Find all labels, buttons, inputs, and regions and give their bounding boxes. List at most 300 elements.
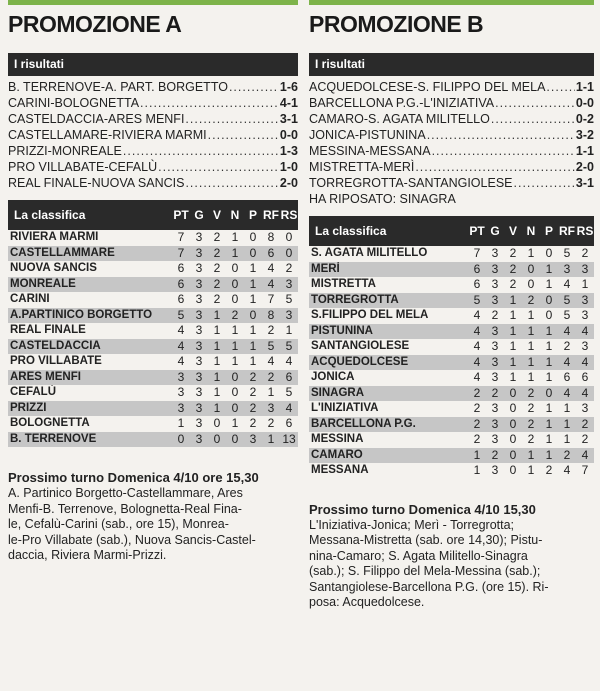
team-name: MESSANA <box>311 464 369 476</box>
match-score: 1-1 <box>575 80 594 94</box>
team-name: RIVIERA MARMI <box>10 231 99 243</box>
stat-cell: 0 <box>545 385 553 400</box>
table-row <box>309 386 594 402</box>
stat-cell: 6 <box>563 370 571 384</box>
stat-cell: 2 <box>581 246 589 260</box>
league-title: PROMOZIONE B <box>309 11 484 37</box>
stat-cell: 2 <box>509 277 517 291</box>
stat-cell: 2 <box>213 230 221 244</box>
stat-cell: 1 <box>545 323 553 338</box>
stat-cell: 1 <box>231 230 239 244</box>
table-row <box>8 292 298 308</box>
match-name: JONICA-PISTUNINA <box>309 128 426 142</box>
leader-dots <box>427 127 575 143</box>
stat-cell: 1 <box>473 463 481 477</box>
stat-cell: 3 <box>195 416 203 430</box>
team-name: CARINI <box>10 293 50 305</box>
stat-cell: 5 <box>285 292 293 306</box>
stat-cell: 3 <box>267 400 275 415</box>
match-score: 0-2 <box>575 112 594 126</box>
leader-dots <box>491 111 575 127</box>
stat-cell: 1 <box>267 431 275 446</box>
team-name: NUOVA SANCIS <box>10 262 97 274</box>
stat-cell: 0 <box>231 431 239 446</box>
stat-cell: 1 <box>249 261 257 275</box>
result-row <box>309 127 594 143</box>
fixture-line: daccia, Riviera Marmi-Prizzi. <box>8 548 167 562</box>
team-name: MESSINA <box>311 433 364 445</box>
team-name: CASTELLAMMARE <box>10 246 115 259</box>
match-score: 3-1 <box>279 112 298 126</box>
table-row <box>309 246 594 262</box>
stat-cell: 3 <box>491 339 499 353</box>
team-name: ARES MENFI <box>10 370 81 383</box>
result-row <box>8 175 298 191</box>
table-row <box>8 385 298 401</box>
stat-cell: 3 <box>195 338 203 353</box>
column-header: RF <box>263 208 279 222</box>
standings-rows <box>309 246 594 479</box>
stat-cell: 2 <box>527 432 535 446</box>
stat-cell: 3 <box>581 339 589 353</box>
stat-cell: 1 <box>267 385 275 399</box>
match-score: 0-0 <box>575 96 594 110</box>
result-row <box>309 79 594 95</box>
table-row <box>8 261 298 277</box>
standings-header <box>309 216 594 246</box>
stat-cell: 1 <box>527 246 535 260</box>
leader-dots <box>158 159 279 175</box>
stat-cell: 1 <box>285 323 293 337</box>
column-header: V <box>212 208 221 222</box>
stat-cell: 2 <box>527 416 535 431</box>
stat-cell: 3 <box>491 401 499 415</box>
stat-cell: 3 <box>195 431 203 446</box>
stat-cell: 4 <box>177 338 185 353</box>
stat-cell: 1 <box>213 369 221 384</box>
stat-cell: 4 <box>267 354 275 368</box>
stat-cell: 1 <box>231 416 239 430</box>
stat-cell: 0 <box>177 431 185 446</box>
match-name: ACQUEDOLCESE-S. FILIPPO DEL MELA <box>309 80 546 94</box>
stat-cell: 3 <box>195 323 203 337</box>
stat-cell: 1 <box>249 338 257 353</box>
team-name: B. TERRENOVE <box>10 432 97 445</box>
stat-cell: 4 <box>581 354 589 369</box>
stat-cell: 1 <box>509 354 517 369</box>
table-row <box>309 262 594 278</box>
column-header: P <box>248 208 257 222</box>
stat-cell: 2 <box>491 308 499 322</box>
stat-cell: 4 <box>581 385 589 400</box>
stat-cell: 0 <box>545 246 553 260</box>
stat-cell: 1 <box>213 307 221 322</box>
stat-cell: 4 <box>563 277 571 291</box>
table-row <box>309 293 594 309</box>
stat-cell: 3 <box>491 463 499 477</box>
stat-cell: 3 <box>491 277 499 291</box>
next-round-title: Prossimo turno Domenica 4/10 ore 15,30 <box>8 470 259 485</box>
team-name: CAMARO <box>311 448 363 461</box>
match-name: MESSINA-MESSANA <box>309 144 431 158</box>
stat-cell: 8 <box>267 230 275 244</box>
stat-cell: 1 <box>509 292 517 307</box>
leader-dots <box>140 95 279 111</box>
stat-cell: 1 <box>527 323 535 338</box>
team-name: PISTUNINA <box>311 324 373 337</box>
stat-cell: 1 <box>509 339 517 353</box>
table-row <box>8 432 298 448</box>
stat-cell: 3 <box>491 323 499 338</box>
stat-cell: 2 <box>213 245 221 260</box>
stat-cell: 6 <box>285 369 293 384</box>
leader-dots <box>514 175 575 191</box>
stat-cell: 0 <box>509 432 517 446</box>
stat-cell: 3 <box>581 308 589 322</box>
stat-cell: 4 <box>563 385 571 400</box>
match-name: CASTELDACCIA-ARES MENFI <box>8 112 185 126</box>
stat-cell: 6 <box>177 261 185 275</box>
stat-cell: 2 <box>249 416 257 430</box>
match-name: PRO VILLABATE-CEFALÙ <box>8 160 158 174</box>
stat-cell: 0 <box>231 369 239 384</box>
section-accent-bar <box>8 0 298 5</box>
stat-cell: 0 <box>249 245 257 260</box>
table-row <box>309 370 594 386</box>
stat-cell: 6 <box>267 245 275 260</box>
leader-dots <box>185 111 279 127</box>
stat-cell: 8 <box>267 307 275 322</box>
match-name: PRIZZI-MONREALE <box>8 144 122 158</box>
stat-cell: 0 <box>545 308 553 322</box>
match-score: 1-3 <box>279 144 298 158</box>
stat-cell: 1 <box>563 432 571 446</box>
result-row <box>309 159 594 175</box>
fixture-line: A. Partinico Borgetto-Castellammare, Ares <box>8 486 243 500</box>
stat-cell: 0 <box>527 277 535 291</box>
stat-cell: 2 <box>509 246 517 260</box>
stat-cell: 0 <box>509 416 517 431</box>
stat-cell: 7 <box>177 245 185 260</box>
stat-cell: 3 <box>195 292 203 306</box>
match-name: B. TERRENOVE-A. PART. BORGETTO <box>8 80 228 94</box>
stat-cell: 1 <box>213 338 221 353</box>
stat-cell: 2 <box>509 261 517 276</box>
stat-cell: 13 <box>282 431 296 446</box>
standings-table <box>309 216 594 479</box>
stat-cell: 1 <box>545 370 553 384</box>
match-name: BARCELLONA P.G.-L'INIZIATIVA <box>309 96 495 110</box>
table-row <box>8 416 298 432</box>
table-row <box>8 370 298 386</box>
stat-cell: 4 <box>473 370 481 384</box>
match-score: 3-2 <box>575 128 594 142</box>
team-name: MERÌ <box>311 262 340 275</box>
stat-cell: 2 <box>231 307 239 322</box>
stat-cell: 1 <box>213 385 221 399</box>
results-header: I risultati <box>8 53 298 76</box>
match-score: 3-1 <box>575 176 594 190</box>
team-name: L'INIZIATIVA <box>311 402 379 414</box>
team-name: MONREALE <box>10 277 76 290</box>
stat-cell: 1 <box>545 261 553 276</box>
table-row <box>8 401 298 417</box>
leader-dots <box>229 79 279 95</box>
stat-cell: 6 <box>285 416 293 430</box>
fixture-line: nina-Camaro; S. Agata Militello-Sinagra <box>309 548 528 563</box>
stat-cell: 5 <box>285 338 293 353</box>
stat-cell: 7 <box>473 246 481 260</box>
fixture-line: (sab.); S. Filippo del Mela-Messina (sab.); <box>309 564 541 578</box>
column-header: P <box>544 224 553 238</box>
table-row <box>8 277 298 293</box>
table-row <box>309 432 594 448</box>
stat-cell: 4 <box>581 323 589 338</box>
stat-cell: 5 <box>563 308 571 322</box>
match-name: CASTELLAMARE-RIVIERA MARMI <box>8 128 207 142</box>
standings-rows <box>8 230 298 447</box>
team-name: SANTANGIOLESE <box>311 340 410 352</box>
table-row <box>8 246 298 262</box>
section-accent-bar <box>309 0 594 5</box>
table-row <box>309 417 594 433</box>
stat-cell: 2 <box>249 369 257 384</box>
stat-cell: 2 <box>527 292 535 307</box>
stat-cell: 0 <box>249 307 257 322</box>
stat-cell: 1 <box>527 308 535 322</box>
team-name: JONICA <box>311 371 355 383</box>
stat-cell: 2 <box>491 385 499 400</box>
stat-cell: 6 <box>581 370 589 384</box>
stat-cell: 1 <box>527 354 535 369</box>
stat-cell: 2 <box>473 385 481 400</box>
team-name: CASTELDACCIA <box>10 339 101 352</box>
results-list <box>309 79 594 207</box>
stat-cell: 1 <box>545 354 553 369</box>
result-row <box>309 95 594 111</box>
results-header: I risultati <box>309 53 594 76</box>
league-title: PROMOZIONE A <box>8 11 182 37</box>
stat-cell: 4 <box>473 354 481 369</box>
table-row <box>8 308 298 324</box>
stat-cell: 6 <box>473 277 481 291</box>
table-row <box>309 324 594 340</box>
stat-cell: 1 <box>545 401 553 415</box>
stat-cell: 2 <box>563 447 571 462</box>
stat-cell: 3 <box>195 354 203 368</box>
stat-cell: 1 <box>231 354 239 368</box>
stat-cell: 3 <box>249 431 257 446</box>
result-row <box>8 159 298 175</box>
stat-cell: 0 <box>231 261 239 275</box>
result-row <box>309 175 594 191</box>
match-name: MISTRETTA-MERÌ <box>309 160 415 174</box>
leader-dots <box>495 95 575 111</box>
stat-cell: 3 <box>581 401 589 415</box>
stat-cell: 3 <box>285 276 293 291</box>
stat-cell: 2 <box>285 261 293 275</box>
league-column-a <box>8 0 298 564</box>
next-round-fixtures <box>8 486 298 564</box>
table-row <box>8 230 298 246</box>
stat-cell: 7 <box>267 292 275 306</box>
match-score: 0-0 <box>279 128 298 142</box>
table-row <box>309 463 594 479</box>
stat-cell: 3 <box>491 370 499 384</box>
match-score: 1-1 <box>575 144 594 158</box>
column-header: V <box>508 224 517 238</box>
stat-cell: 6 <box>473 261 481 276</box>
stat-cell: 1 <box>545 416 553 431</box>
match-score: 2-0 <box>575 160 594 174</box>
stat-cell: 2 <box>491 447 499 462</box>
stat-cell: 1 <box>563 416 571 431</box>
stat-cell: 0 <box>231 276 239 291</box>
table-row <box>309 277 594 293</box>
stat-cell: 2 <box>213 261 221 275</box>
team-name: REAL FINALE <box>10 324 86 336</box>
result-row <box>8 127 298 143</box>
stat-cell: 3 <box>491 246 499 260</box>
table-row <box>8 323 298 339</box>
team-name: TORREGROTTA <box>311 293 399 306</box>
table-row <box>309 401 594 417</box>
match-name: CARINI-BOLOGNETTA <box>8 96 140 110</box>
column-header: PT <box>173 208 189 222</box>
match-score: 1-0 <box>279 160 298 174</box>
stat-cell: 1 <box>509 323 517 338</box>
stat-cell: 4 <box>177 354 185 368</box>
column-header: N <box>230 208 240 222</box>
column-header: RS <box>576 224 594 238</box>
stat-cell: 3 <box>581 261 589 276</box>
stat-cell: 0 <box>509 463 517 477</box>
leader-dots <box>185 175 278 191</box>
team-name: S.FILIPPO DEL MELA <box>311 309 429 321</box>
stat-cell: 0 <box>213 416 221 430</box>
team-name: BOLOGNETTA <box>10 417 90 429</box>
stat-cell: 4 <box>473 339 481 353</box>
stat-cell: 3 <box>195 307 203 322</box>
stat-cell: 5 <box>563 246 571 260</box>
table-row <box>309 339 594 355</box>
column-header: RS <box>280 208 298 222</box>
stat-cell: 1 <box>213 323 221 337</box>
stat-cell: 0 <box>509 447 517 462</box>
next-round-title: Prossimo turno Domenica 4/10 15,30 <box>309 501 536 517</box>
match-name: TORREGROTTA-SANTANGIOLESE <box>309 176 513 190</box>
stat-cell: 3 <box>195 385 203 399</box>
stat-cell: 2 <box>267 323 275 337</box>
match-score: 2-0 <box>279 176 298 190</box>
leader-dots <box>432 143 575 159</box>
stat-cell: 3 <box>581 292 589 307</box>
stat-cell: 3 <box>491 416 499 431</box>
team-name: SINAGRA <box>311 386 365 399</box>
leader-dots <box>546 79 575 95</box>
result-row <box>8 79 298 95</box>
result-row <box>8 95 298 111</box>
stat-cell: 3 <box>491 292 499 307</box>
stat-cell: 1 <box>581 277 589 291</box>
stat-cell: 1 <box>563 401 571 415</box>
stat-cell: 7 <box>177 230 185 244</box>
rest-note: HA RIPOSATO: SINAGRA <box>309 192 456 206</box>
stat-cell: 3 <box>177 400 185 415</box>
stat-cell: 2 <box>473 432 481 446</box>
results-list <box>8 79 298 191</box>
stat-cell: 4 <box>581 447 589 462</box>
table-row <box>309 308 594 324</box>
stat-cell: 3 <box>195 400 203 415</box>
leader-dots <box>123 143 279 159</box>
stat-cell: 1 <box>527 447 535 462</box>
stat-cell: 1 <box>527 463 535 477</box>
stat-cell: 2 <box>473 416 481 431</box>
table-row <box>8 339 298 355</box>
fixture-line: le, Cefalù-Carini (sab., ore 15), Monrea- <box>8 517 229 531</box>
leader-dots <box>415 159 575 175</box>
stat-cell: 1 <box>545 339 553 353</box>
stat-cell: 2 <box>213 292 221 306</box>
stat-cell: 6 <box>177 292 185 306</box>
stat-cell: 4 <box>473 323 481 338</box>
result-row <box>309 111 594 127</box>
stat-cell: 0 <box>231 400 239 415</box>
team-name: ACQUEDOLCESE <box>311 355 409 368</box>
column-header: RF <box>559 224 575 238</box>
stat-cell: 3 <box>491 354 499 369</box>
stat-cell: 3 <box>195 276 203 291</box>
stat-cell: 5 <box>267 338 275 353</box>
fixture-line: Santangiolese-Barcellona P.G. (ore 15). Ri- <box>309 579 549 594</box>
stat-cell: 6 <box>177 276 185 291</box>
stat-cell: 1 <box>231 245 239 260</box>
result-row <box>309 143 594 159</box>
stat-cell: 3 <box>491 432 499 446</box>
standings-table <box>8 200 298 447</box>
stat-cell: 0 <box>285 230 293 244</box>
stat-cell: 0 <box>231 385 239 399</box>
stat-cell: 4 <box>177 323 185 337</box>
stat-cell: 2 <box>267 369 275 384</box>
table-title: La classifica <box>315 224 387 238</box>
stat-cell: 2 <box>249 385 257 399</box>
stat-cell: 3 <box>195 369 203 384</box>
match-name: REAL FINALE-NUOVA SANCIS <box>8 176 185 190</box>
result-row <box>8 143 298 159</box>
leader-dots <box>208 127 279 143</box>
team-name: PRO VILLABATE <box>10 355 102 367</box>
fixture-line: Menfi-B. Terrenove, Bolognetta-Real Fina- <box>8 501 242 516</box>
stat-cell: 4 <box>267 261 275 275</box>
team-name: CEFALÙ <box>10 386 56 398</box>
stat-cell: 0 <box>249 230 257 244</box>
team-name: S. AGATA MILITELLO <box>311 247 428 259</box>
stat-cell: 2 <box>249 400 257 415</box>
fixture-line: L'Iniziativa-Jonica; Merì - Torregrotta; <box>309 517 515 532</box>
table-title: La classifica <box>14 208 86 222</box>
stat-cell: 1 <box>249 276 257 291</box>
stat-cell: 2 <box>581 432 589 446</box>
stat-cell: 2 <box>563 339 571 353</box>
stat-cell: 1 <box>249 323 257 337</box>
stat-cell: 2 <box>267 416 275 430</box>
stat-cell: 1 <box>545 447 553 462</box>
stat-cell: 5 <box>563 292 571 307</box>
stat-cell: 0 <box>509 385 517 400</box>
stat-cell: 2 <box>473 401 481 415</box>
